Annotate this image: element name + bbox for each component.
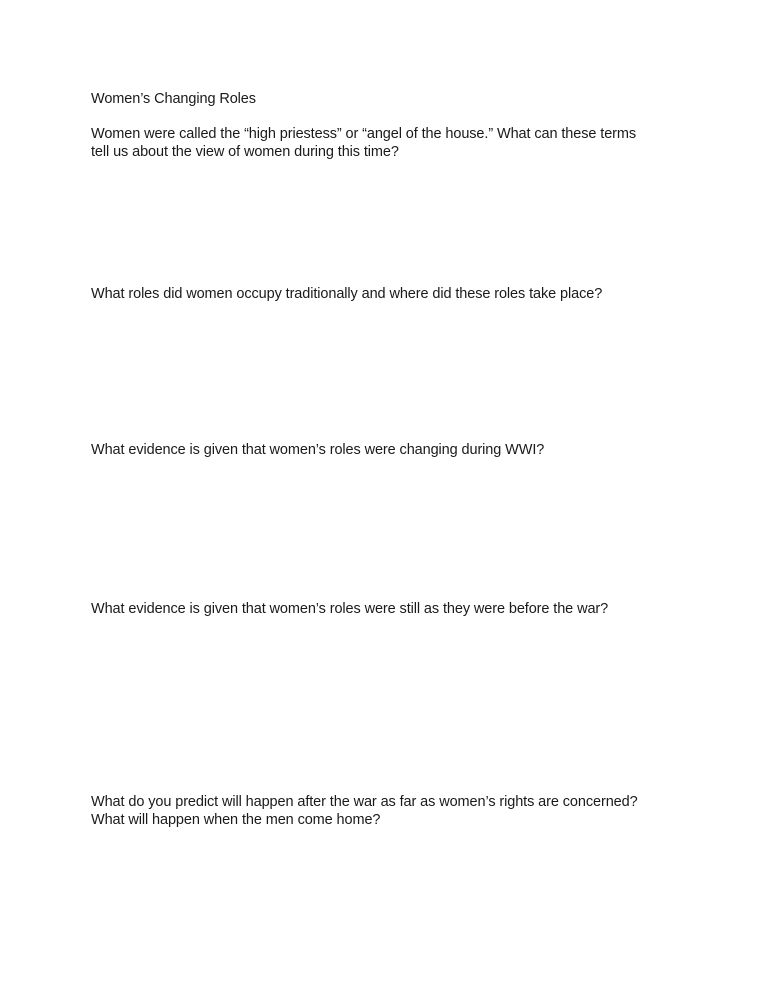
- question-4: [91, 600, 691, 618]
- question-4-line-1: What evidence is given that women’s roles were still as they were before the war?: [91, 601, 609, 617]
- worksheet-title: Women’s Changing Roles: [91, 91, 256, 107]
- question-1: [91, 125, 691, 161]
- question-2: [91, 285, 691, 303]
- question-5-line-1: What do you predict will happen after the war as far as women’s rights are concerned?: [91, 794, 638, 810]
- question-5-line-2: What will happen when the men come home?: [91, 812, 381, 828]
- question-3: [91, 441, 691, 459]
- question-3-line-1: What evidence is given that women’s roles were changing during WWI?: [91, 442, 545, 458]
- question-1-line-2: tell us about the view of women during this time?: [91, 144, 399, 160]
- question-5: [91, 793, 691, 829]
- question-2-line-1: What roles did women occupy traditionally and where did these roles take place?: [91, 286, 603, 302]
- question-1-line-1: Women were called the “high priestess” or “angel of the house.” What can these terms: [91, 126, 637, 142]
